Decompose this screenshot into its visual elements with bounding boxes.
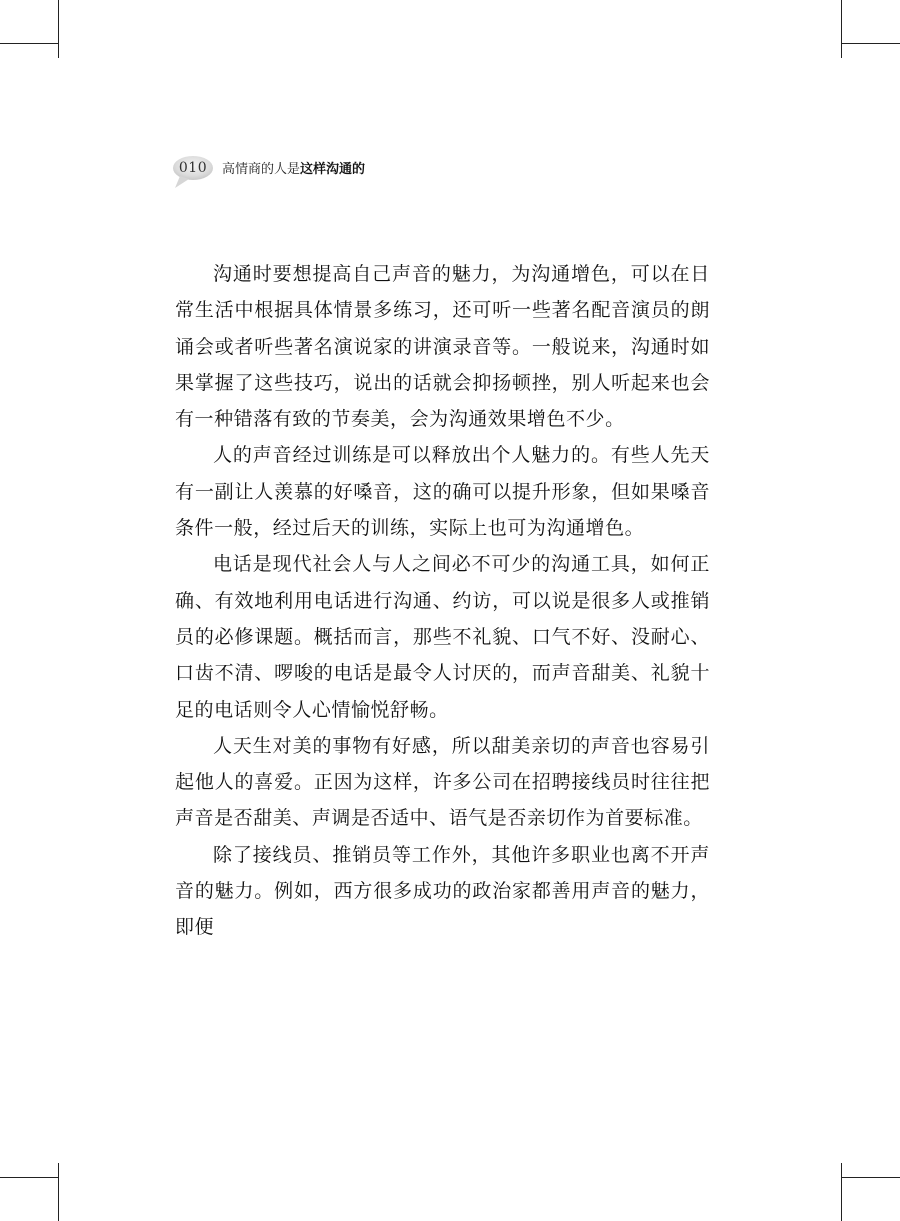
paragraph: 沟通时要想提高自己声音的魅力，为沟通增色，可以在日常生活中根据具体情景多练习，还可听一些著名配音演员的朗诵会或者听些著名演说家的讲演录音等。一般说来，沟通时如果掌握了这些技巧，说出的话就会抑扬顿挫，别人听起来也会有一种错落有致的节奏美，会为沟通效果增色不少。 (175, 263, 710, 431)
crop-mark-top-left-horizontal (0, 43, 58, 44)
body-text (175, 256, 710, 946)
crop-mark-bottom-right-vertical (841, 1163, 842, 1221)
book-title (222, 158, 365, 177)
paragraph: 人的声音经过训练是可以释放出个人魅力的。有些人先天有一副让人羡慕的好嗓音，这的确可以提升形象，但如果嗓音条件一般，经过后天的训练，实际上也可为沟通增色。 (175, 444, 710, 540)
crop-mark-bottom-left-horizontal (0, 1177, 58, 1178)
crop-mark-bottom-right-horizontal (842, 1177, 900, 1178)
crop-mark-bottom-left-vertical (58, 1163, 59, 1221)
paragraph: 人天生对美的事物有好感，所以甜美亲切的声音也容易引起他人的喜爱。正因为这样，许多公司在招聘接线员时往往把声音是否甜美、声调是否适中、语气是否亲切作为首要标准。 (175, 734, 710, 830)
crop-mark-top-right-horizontal (842, 43, 900, 44)
paragraph: 除了接线员、推销员等工作外，其他许多职业也离不开声音的魅力。例如，西方很多成功的政治家都善用声音的魅力，即便 (175, 843, 710, 939)
book-title-bold: 这样沟通的 (300, 161, 366, 177)
crop-mark-top-right-vertical (841, 0, 842, 58)
page-number: 010 (178, 160, 208, 176)
crop-mark-top-left-vertical (58, 0, 59, 58)
book-title-normal: 高情商的人是 (222, 161, 301, 177)
running-header (172, 150, 365, 190)
paragraph: 电话是现代社会人与人之间必不可少的沟通工具，如何正确、有效地利用电话进行沟通、约访，可以说是很多人或推销员的必修课题。概括而言，那些不礼貌、口气不好、没耐心、口齿不清、啰唆的电话是最令人讨厌的，而声音甜美、礼貌十足的电话则令人心情愉悦舒畅。 (175, 553, 710, 721)
speech-bubble-icon (172, 155, 214, 185)
